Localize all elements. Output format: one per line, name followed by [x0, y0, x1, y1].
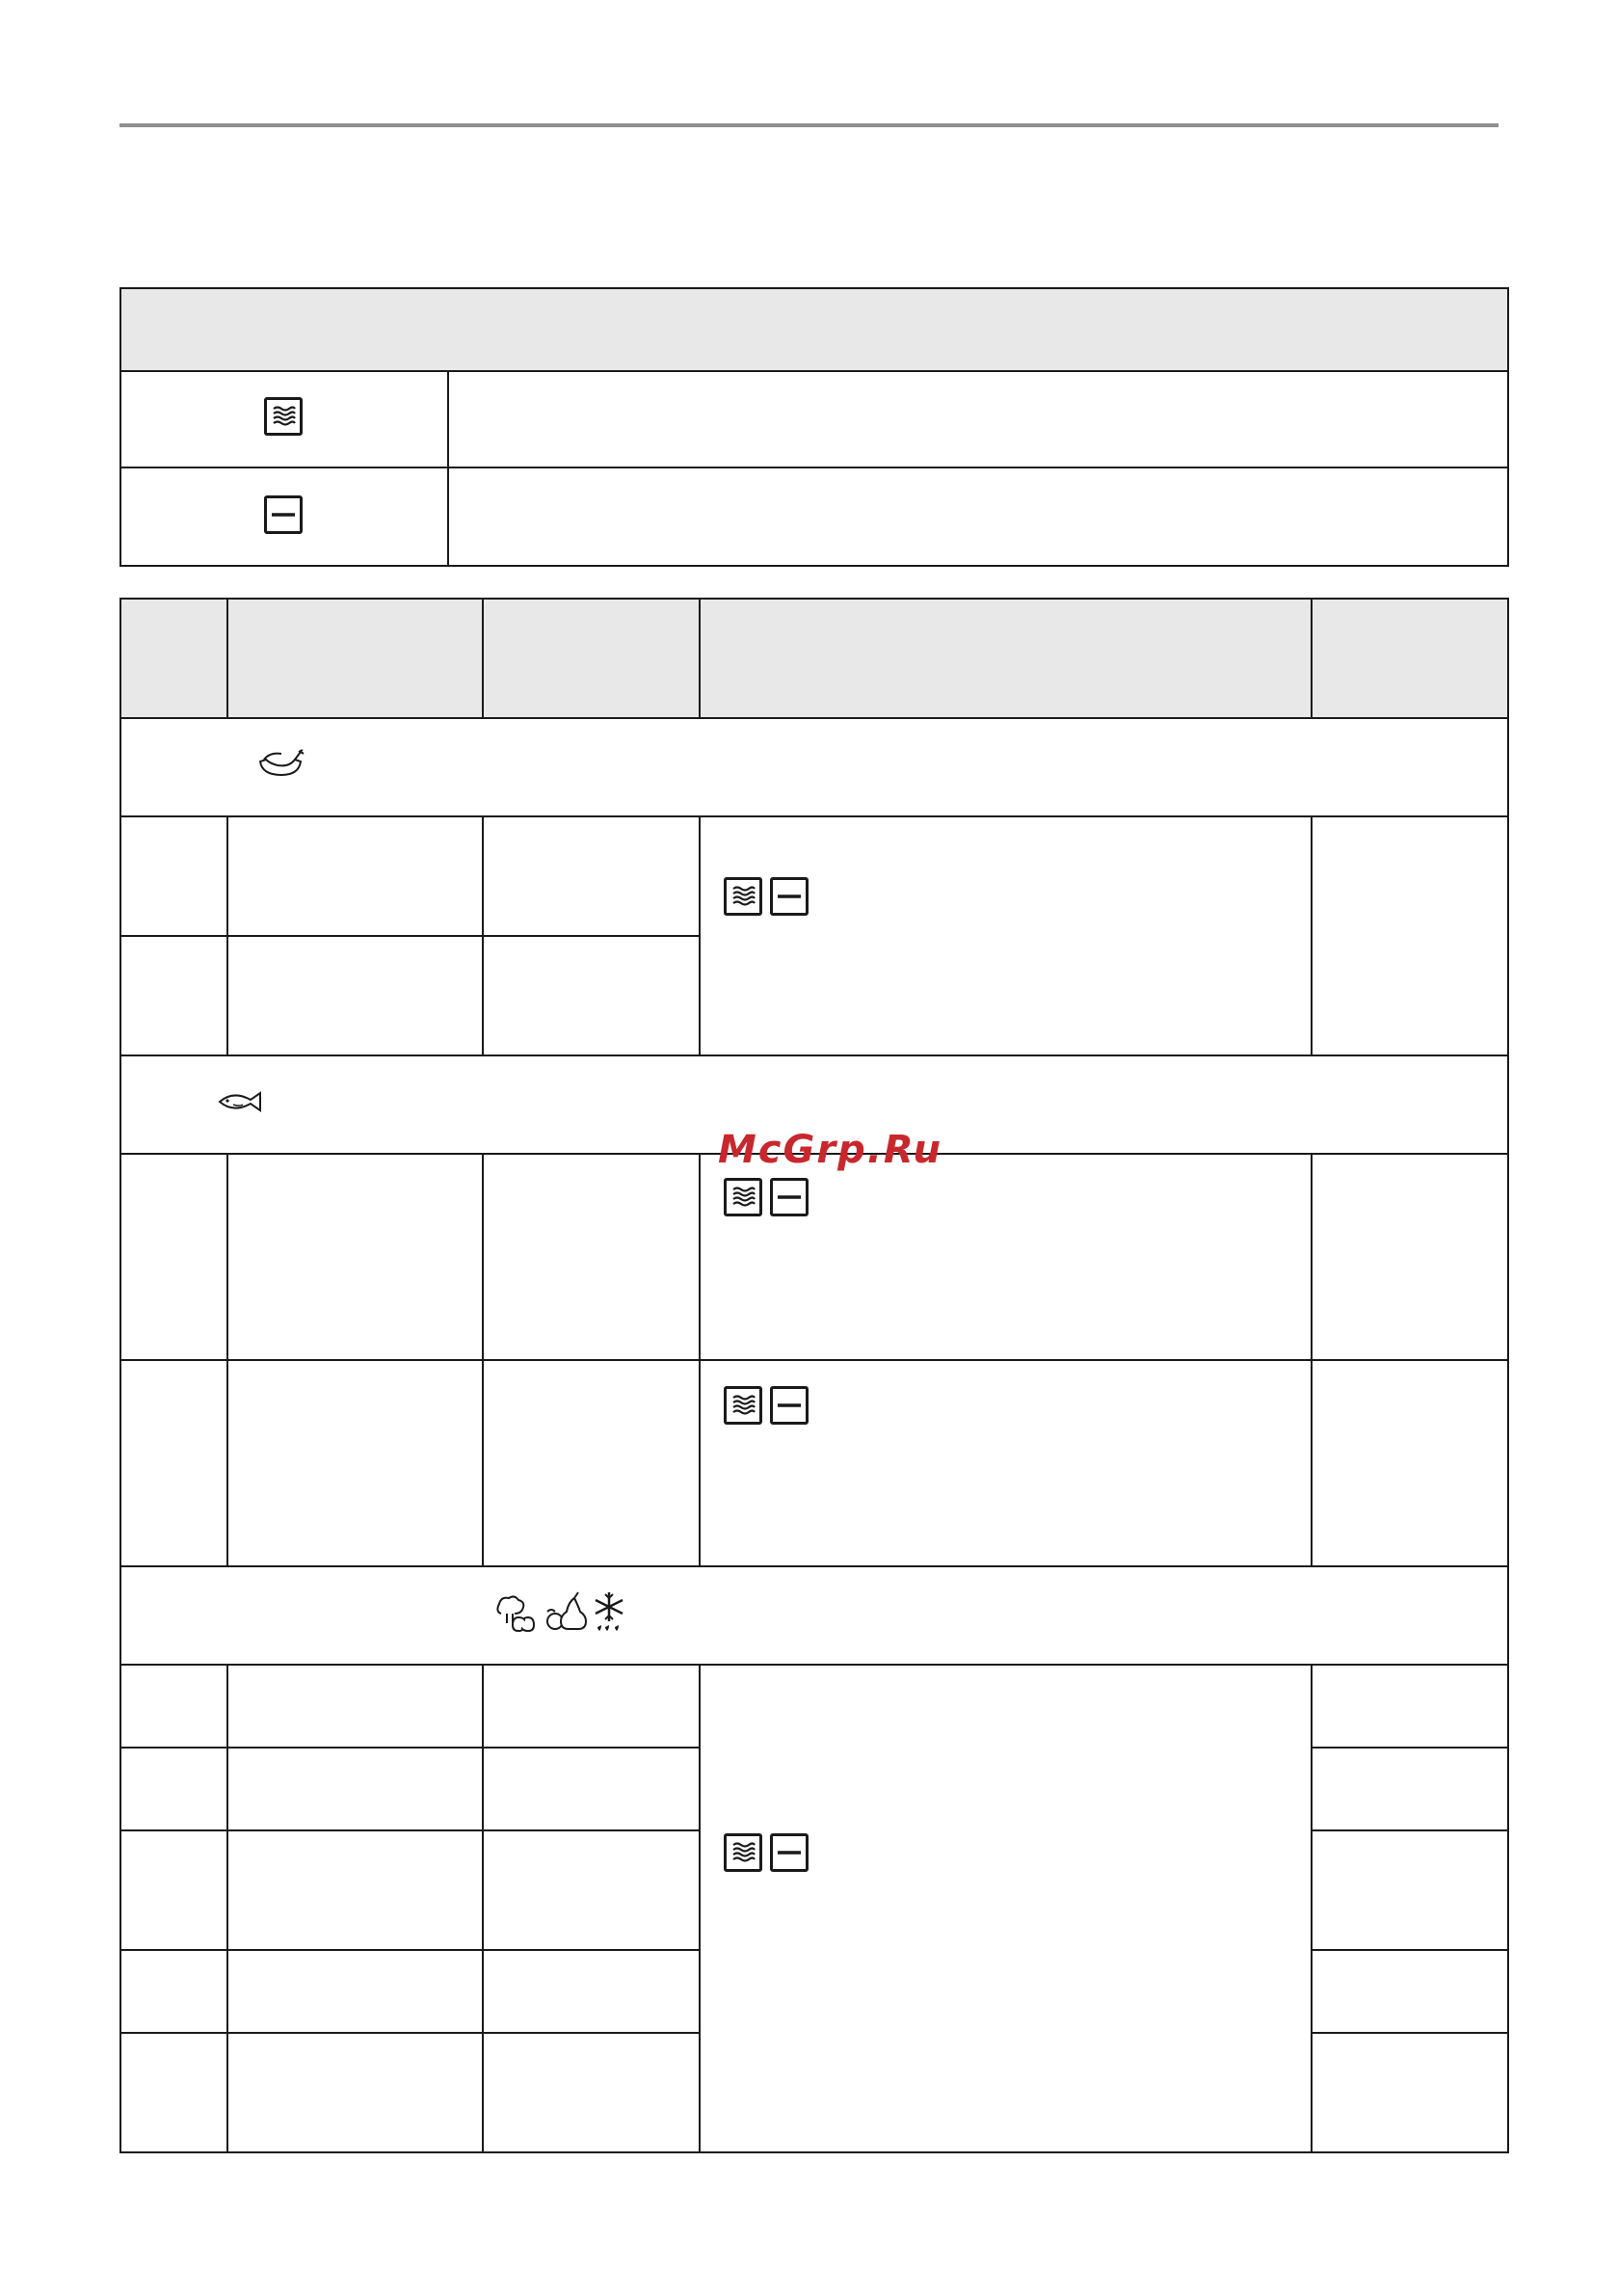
veg-row-5-col-2	[226, 2032, 484, 2153]
veg-row-4-col-5	[1311, 1949, 1509, 2034]
category-row-poultry	[119, 717, 1509, 817]
fish-row-2-col-1	[119, 1359, 228, 1567]
microwave-icon	[724, 1178, 762, 1216]
veg-row-4-col-1	[119, 1949, 228, 2034]
poultry-col-5	[1311, 815, 1509, 1056]
fish-row-1-col-3	[482, 1153, 701, 1361]
microwave-icon	[264, 397, 303, 436]
poultry-row-2-col-2	[226, 935, 484, 1056]
column-header-4	[699, 598, 1313, 719]
grill-icon	[770, 1386, 809, 1425]
fruit-icon	[544, 1590, 588, 1633]
veg-row-4-col-3	[482, 1949, 701, 2034]
legend-row-1-icon-cell	[119, 370, 449, 468]
fish-icon	[216, 1087, 270, 1116]
column-header-5	[1311, 598, 1509, 719]
veg-row-1-col-1	[119, 1664, 228, 1749]
column-header-2	[226, 598, 484, 719]
veg-row-4-col-2	[226, 1949, 484, 2034]
microwave-icon	[724, 877, 762, 916]
veg-row-1-col-3	[482, 1664, 701, 1749]
fish-row-1-mode-cell	[699, 1153, 1313, 1361]
veg-row-2-col-1	[119, 1747, 228, 1831]
legend-header	[119, 287, 1509, 372]
veg-row-2-col-2	[226, 1747, 484, 1831]
poultry-row-2-col-3	[482, 935, 701, 1056]
page-top-rule	[119, 123, 1499, 127]
microwave-icon	[724, 1833, 762, 1872]
fish-row-2-mode-cell	[699, 1359, 1313, 1567]
veg-row-2-col-5	[1311, 1747, 1509, 1831]
column-header-1	[119, 598, 228, 719]
microwave-icon	[724, 1386, 762, 1425]
legend-row-1-description	[447, 370, 1509, 468]
poultry-row-1-col-1	[119, 815, 228, 937]
grill-icon	[770, 877, 809, 916]
legend-row-2-description	[447, 467, 1509, 567]
category-row-vegetables	[119, 1565, 1509, 1666]
poultry-row-2-col-1	[119, 935, 228, 1056]
grill-icon	[770, 1178, 809, 1216]
fish-row-2-col-2	[226, 1359, 484, 1567]
poultry-row-1-col-3	[482, 815, 701, 937]
veg-row-5-col-3	[482, 2032, 701, 2153]
frozen-icon	[592, 1590, 626, 1633]
poultry-row-1-col-2	[226, 815, 484, 937]
fish-row-1-col-5	[1311, 1153, 1509, 1361]
poultry-icon	[256, 748, 306, 781]
veg-mode-cell	[699, 1664, 1313, 2153]
fish-row-1-col-2	[226, 1153, 484, 1361]
veg-row-3-col-5	[1311, 1829, 1509, 1951]
veg-row-5-col-5	[1311, 2032, 1509, 2153]
watermark-text: McGrp.Ru	[718, 1128, 942, 1172]
vegetables-icon	[493, 1592, 536, 1633]
veg-row-3-col-3	[482, 1829, 701, 1951]
column-header-3	[482, 598, 701, 719]
veg-row-3-col-2	[226, 1829, 484, 1951]
veg-row-1-col-5	[1311, 1664, 1509, 1749]
grill-icon	[264, 495, 303, 534]
poultry-mode-cell	[699, 815, 1313, 1056]
veg-row-2-col-3	[482, 1747, 701, 1831]
grill-icon	[770, 1833, 809, 1872]
legend-row-2-icon-cell	[119, 467, 449, 567]
fish-row-2-col-5	[1311, 1359, 1509, 1567]
fish-row-1-col-1	[119, 1153, 228, 1361]
fish-row-2-col-3	[482, 1359, 701, 1567]
veg-row-5-col-1	[119, 2032, 228, 2153]
veg-row-3-col-1	[119, 1829, 228, 1951]
veg-row-1-col-2	[226, 1664, 484, 1749]
